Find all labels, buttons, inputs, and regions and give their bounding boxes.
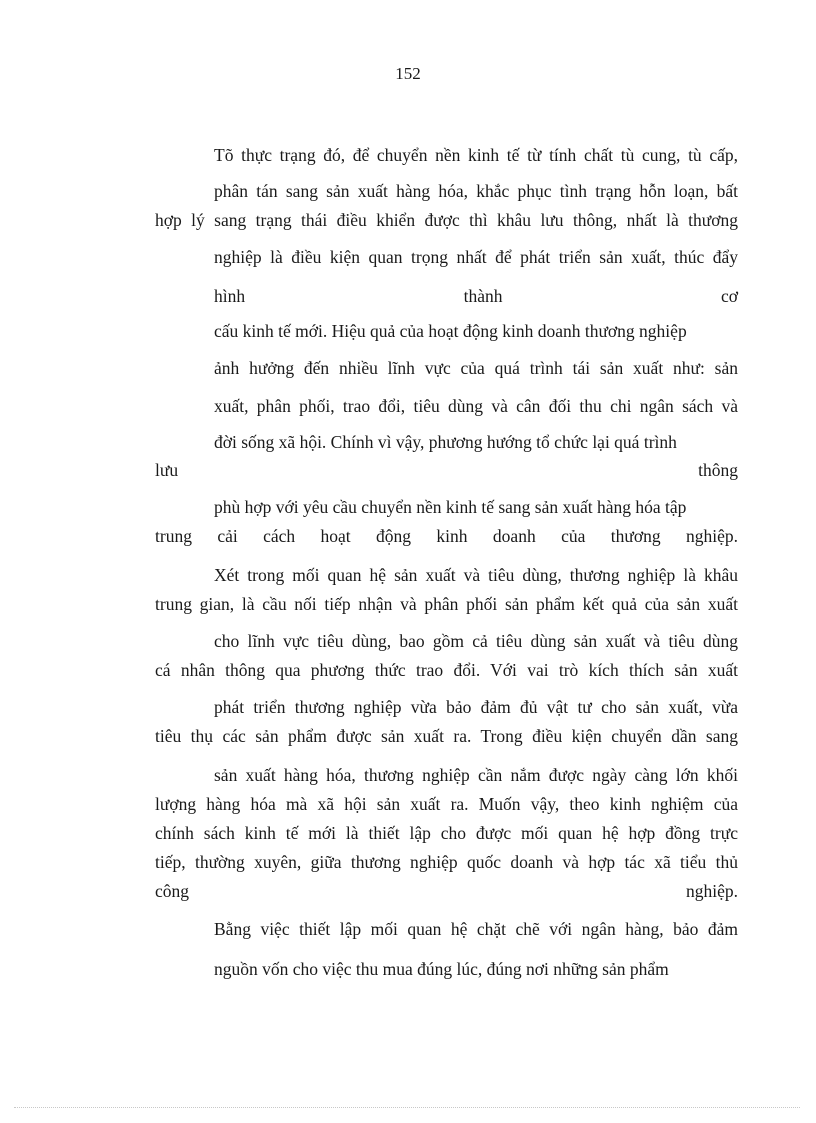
text-line: Bằng việc thiết lập mối quan hệ chặt chẽ với ngân hàng, bảo đảm — [214, 919, 738, 939]
page-number: 152 — [395, 64, 421, 83]
footer-divider — [14, 1107, 800, 1108]
text-line: Tõ thực trạng đó, để chuyển nền kinh tế từ tính chất tù cung, tù cấp, — [214, 145, 738, 165]
text-line: phù hợp với yêu cầu chuyển nền kinh tế sang sản xuất hàng hóa tập — [214, 497, 687, 517]
text-line: nguồn vốn cho việc thu mua đúng lúc, đúng nơi những sản phẩm — [214, 959, 669, 979]
text-line: công nghiệp. — [155, 881, 738, 901]
text-line: trung gian, là cầu nối tiếp nhận và phân phối sản phẩm kết quả của sản xuất — [155, 594, 738, 614]
text-line: hình thành cơ — [214, 286, 738, 306]
text-line: trung cải cách hoạt động kinh doanh của thương nghiệp. — [155, 526, 738, 546]
text-line: cấu kinh tế mới. Hiệu quả của hoạt động kinh doanh thương nghiệp — [214, 321, 687, 341]
text-line: sản xuất hàng hóa, thương nghiệp cần nắm được ngày càng lớn khối — [214, 765, 738, 785]
text-line: phân tán sang sản xuất hàng hóa, khắc phục tình trạng hỗn loạn, bất — [214, 181, 738, 201]
text-line: cá nhân thông qua phương thức trao đổi. Với vai trò kích thích sản xuất — [155, 660, 738, 680]
text-line: cho lĩnh vực tiêu dùng, bao gồm cả tiêu dùng sản xuất và tiêu dùng — [214, 631, 738, 651]
text-line: chính sách kinh tế mới là thiết lập cho được mối quan hệ hợp đồng trực — [155, 823, 738, 843]
text-line: xuất, phân phối, trao đổi, tiêu dùng và cân đối thu chi ngân sách và — [214, 396, 738, 416]
text-line: Xét trong mối quan hệ sản xuất và tiêu dùng, thương nghiệp là khâu — [214, 565, 738, 585]
text-line: nghiệp là điều kiện quan trọng nhất để phát triển sản xuất, thúc đẩy — [214, 247, 738, 267]
text-line: ảnh hưởng đến nhiều lĩnh vực của quá trình tái sản xuất như: sản — [214, 358, 738, 378]
text-line: đời sống xã hội. Chính vì vậy, phương hướng tổ chức lại quá trình — [214, 432, 677, 452]
text-line: lượng hàng hóa mà xã hội sản xuất ra. Muốn vậy, theo kinh nghiệm của — [155, 794, 738, 814]
text-line: hợp lý sang trạng thái điều khiển được thì khâu lưu thông, nhất là thương — [155, 210, 738, 230]
text-line: phát triển thương nghiệp vừa bảo đảm đủ vật tư cho sản xuất, vừa — [214, 697, 738, 717]
text-line: tiếp, thường xuyên, giữa thương nghiệp quốc doanh và hợp tác xã tiểu thủ — [155, 852, 738, 872]
text-line: lưu thông — [155, 460, 738, 480]
text-line: tiêu thụ các sản phẩm được sản xuất ra. Trong điều kiện chuyển dần sang — [155, 726, 738, 746]
